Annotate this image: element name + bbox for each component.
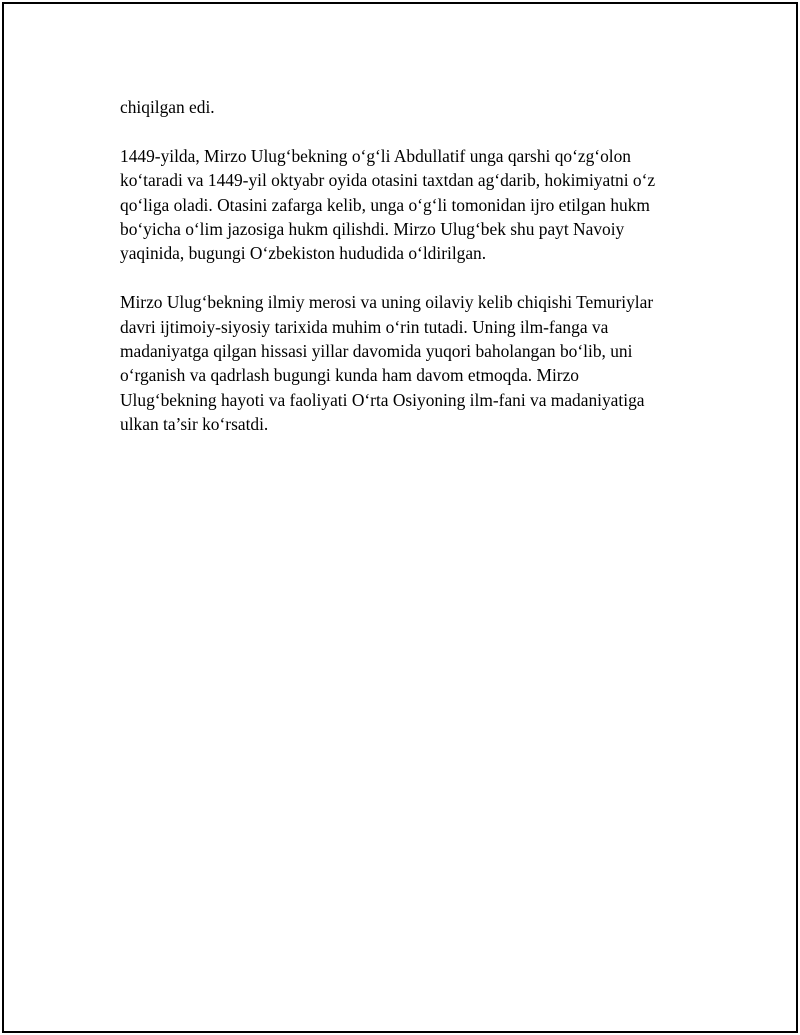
paragraph-abdullatif-revolt xyxy=(120,144,700,266)
text-line: o‘rganish va qadrlash bugungi kunda ham davom etmoqda. Mirzo xyxy=(120,365,579,386)
paragraph-legacy xyxy=(120,290,700,436)
text-line: 1449-yilda, Mirzo Ulug‘bekning o‘g‘li Abdullatif unga qarshi qo‘zg‘olon xyxy=(120,145,631,166)
text-line: ulkan ta’sir ko‘rsatdi. xyxy=(120,414,269,435)
text-line: ko‘taradi va 1449-yil oktyabr oyida otasini taxtdan ag‘darib, hokimiyatni o‘z xyxy=(120,170,656,191)
page-border xyxy=(2,2,798,1033)
text-line: bo‘yicha o‘lim jazosiga hukm qilishdi. Mirzo Ulug‘bek shu payt Navoiy xyxy=(120,219,625,240)
text-line: yaqinida, bugungi O‘zbekiston hududida o‘ldirilgan. xyxy=(120,243,487,264)
document-body xyxy=(120,95,700,461)
text-line: davri ijtimoiy-siyosiy tarixida muhim o‘rin tutadi. Uning ilm-fanga va xyxy=(120,316,609,337)
text-line: Ulug‘bekning hayoti va faoliyati O‘rta Osiyoning ilm-fani va madaniyatiga xyxy=(120,389,645,410)
text-line: chiqilgan edi. xyxy=(120,97,215,117)
text-line: madaniyatga qilgan hissasi yillar davomida yuqori baholangan bo‘lib, uni xyxy=(120,341,633,362)
text-line: Mirzo Ulug‘bekning ilmiy merosi va uning oilaviy kelib chiqishi Temuriylar xyxy=(120,292,654,313)
paragraph-continuation xyxy=(120,95,700,119)
text-line: qo‘liga oladi. Otasini zafarga kelib, unga o‘g‘li tomonidan ijro etilgan hukm xyxy=(120,194,650,215)
